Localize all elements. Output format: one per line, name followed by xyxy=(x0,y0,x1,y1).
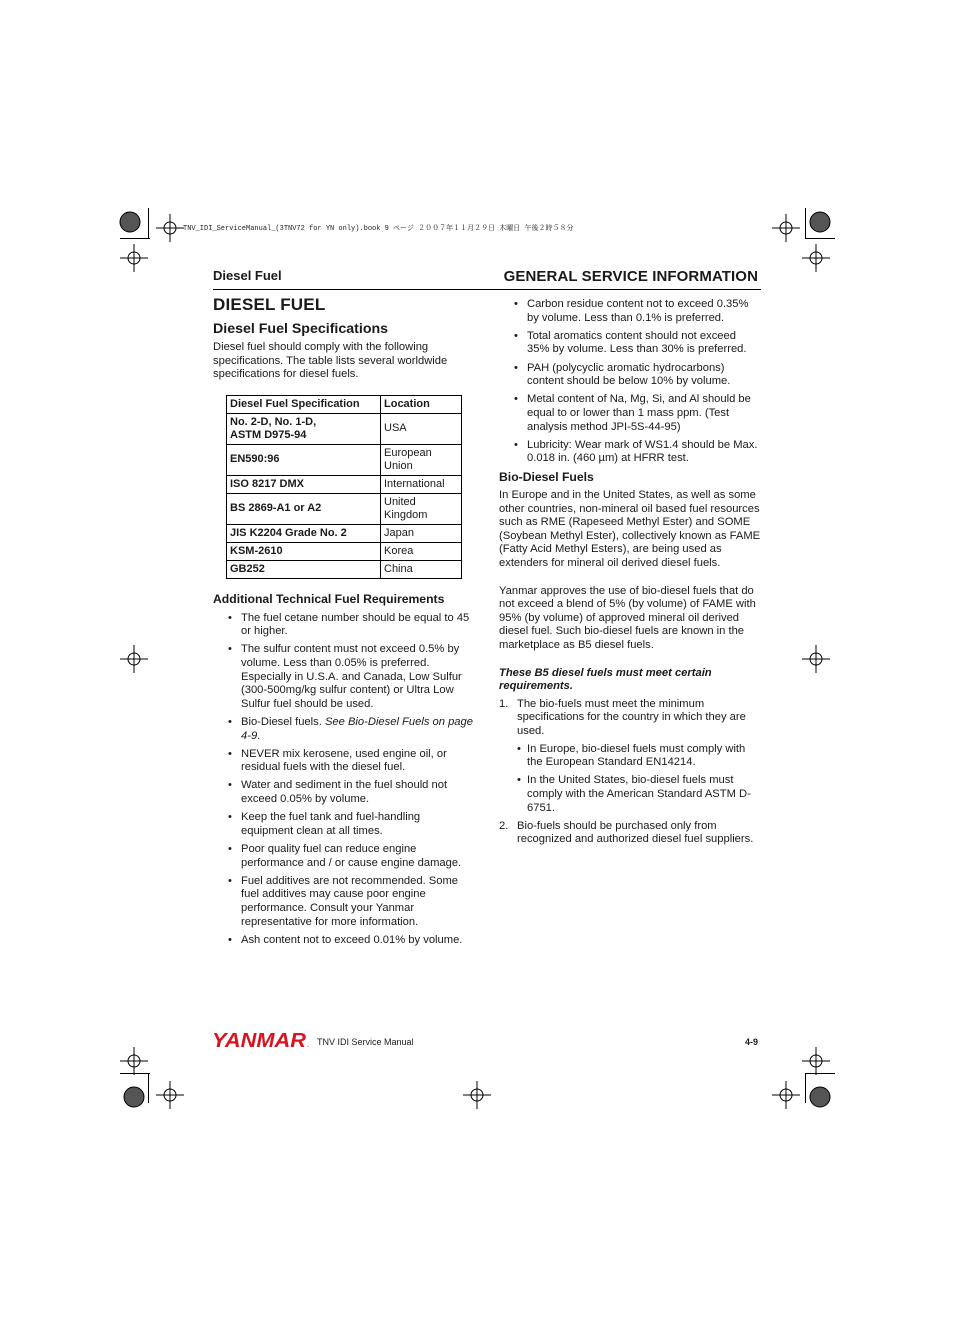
table-header-row xyxy=(227,395,462,413)
svg-text:.: . xyxy=(307,1040,310,1049)
crosshair-icon xyxy=(120,645,148,673)
registration-mark-icon xyxy=(122,1085,146,1109)
table-row xyxy=(227,413,462,444)
spec-cell: EN590:96 xyxy=(227,444,381,475)
list-item: 2. Bio-fuels should be purchased only from recognized and authorized diesel fuel suppliers. xyxy=(499,819,754,846)
intro-paragraph: Diesel fuel should comply with the following specifications. The table lists several worldwide specifications for diesel fuels. xyxy=(213,341,448,381)
file-info: TNV_IDI_ServiceManual_(3TNV72 for YN only).book 9 ページ ２００７年１１月２９日 木曜日 午後２時５８分 xyxy=(183,225,574,233)
list-item: • The sulfur content must not exceed 0.5% by volume. Less than 0.05% is preferred. Especially in U.S.A. and Canada, Low Sulfur (300-500mg/kg sulfur content) or Ultra Low Sulfur fuel should be used. xyxy=(228,643,475,711)
b5-note: These B5 diesel fuels must meet certain requirements. xyxy=(499,666,712,693)
list-item: • Poor quality fuel can reduce engine performance and / or cause engine damage. xyxy=(228,843,475,870)
list-item: • Water and sediment in the fuel should not exceed 0.05% by volume. xyxy=(228,779,475,806)
spec-heading: Diesel Fuel Specifications xyxy=(213,320,389,337)
spec-cell: KSM-2610 xyxy=(227,542,381,560)
chapter-header: GENERAL SERVICE INFORMATION xyxy=(503,268,758,285)
list-item: • Metal content of Na, Mg, Si, and Al should be equal to or lower than 1 mass ppm. (Test analysis method JPI-5S-44-95) xyxy=(514,393,761,434)
yanmar-logo-icon xyxy=(212,1029,312,1051)
crosshair-icon xyxy=(802,1047,830,1075)
registration-mark-icon xyxy=(118,210,142,234)
list-item: • Ash content not to exceed 0.01% by volume. xyxy=(228,934,475,948)
location-cell: United Kingdom xyxy=(381,493,462,524)
manual-title: TNV IDI Service Manual xyxy=(317,1037,414,1047)
table-row xyxy=(227,524,462,542)
location-cell: Japan xyxy=(381,524,462,542)
crosshair-icon xyxy=(772,214,800,242)
list-item: • PAH (polycyclic aromatic hydrocarbons) content should be below 10% by volume. xyxy=(514,362,761,389)
page-number: 4-9 xyxy=(744,1037,758,1047)
table-row xyxy=(227,560,462,578)
registration-mark-icon xyxy=(808,210,832,234)
left-column xyxy=(213,295,475,952)
list-item: • The fuel cetane number should be equal to 45 or higher. xyxy=(228,612,475,639)
b5-requirements-list xyxy=(499,698,761,847)
crosshair-icon xyxy=(802,244,830,272)
spec-cell: No. 2-D, No. 1-D, ASTM D975-94 xyxy=(227,413,381,444)
crosshair-icon xyxy=(463,1081,491,1109)
list-item: • NEVER mix kerosene, used engine oil, or residual fuels with the diesel fuel. xyxy=(228,748,475,775)
location-cell: China xyxy=(381,560,462,578)
bio-paragraph-1: In Europe and in the United States, as well as some other countries, non-mineral oil based fuel resources such as RME (Rapeseed Methyl Ester) and SOME (Soybean Methyl Ester), collectively known as FAME (Fatty Acid Methyl Esters), are being used as extenders for mineral oil derived diesel fuels. xyxy=(499,489,761,570)
list-item: • Total aromatics content should not exceed 35% by volume. Less than 30% is preferred. xyxy=(514,330,761,357)
location-cell: International xyxy=(381,475,462,493)
crosshair-icon xyxy=(120,244,148,272)
page-title: DIESEL FUEL xyxy=(213,295,326,314)
spec-cell: ISO 8217 DMX xyxy=(227,475,381,493)
list-item: • Lubricity: Wear mark of WS1.4 should be Max. 0.018 in. (460 µm) at HFRR test. xyxy=(514,439,761,466)
spec-table xyxy=(226,395,462,579)
spec-cell: JIS K2204 Grade No. 2 xyxy=(227,524,381,542)
list-item: • Bio-Diesel fuels. See Bio-Diesel Fuels on page 4-9. xyxy=(228,716,475,743)
additional-requirements-list xyxy=(213,612,475,948)
bio-paragraph-2: Yanmar approves the use of bio-diesel fuels that do not exceed a blend of 5% (by volume) of FAME with 95% (by volume) of approved mineral oil derived diesel fuel. Such bio-diesel fuels are known in the marketplace as B5 diesel fuels. xyxy=(499,584,756,652)
spec-cell: GB252 xyxy=(227,560,381,578)
yanmar-logo xyxy=(212,1029,312,1056)
list-item: • Fuel additives are not recommended. Some fuel additives may cause poor engine performance. Consult your Yanmar representative for more information. xyxy=(228,875,475,929)
right-column xyxy=(499,298,761,851)
table-header: Diesel Fuel Specification xyxy=(227,395,381,413)
crosshair-icon xyxy=(156,214,184,242)
section-header: Diesel Fuel xyxy=(213,268,282,283)
crosshair-icon xyxy=(802,645,830,673)
crosshair-icon xyxy=(156,1081,184,1109)
header-rule xyxy=(213,289,761,290)
table-row xyxy=(227,444,462,475)
crosshair-icon xyxy=(120,1047,148,1075)
location-cell: Korea xyxy=(381,542,462,560)
location-cell: European Union xyxy=(381,444,462,475)
list-item: • Carbon residue content not to exceed 0.35% by volume. Less than 0.1% is preferred. xyxy=(514,298,761,325)
svg-text:YANMAR: YANMAR xyxy=(212,1030,307,1051)
list-item: • Keep the fuel tank and fuel-handling equipment clean at all times. xyxy=(228,811,475,838)
list-item: • In Europe, bio-diesel fuels must comply with the European Standard EN14214. xyxy=(517,743,761,770)
fuel-requirements-continued-list xyxy=(499,298,761,466)
registration-mark-icon xyxy=(808,1085,832,1109)
table-row xyxy=(227,475,462,493)
table-row xyxy=(227,493,462,524)
biodiesel-cross-reference-link[interactable]: See Bio-Diesel Fuels on page 4-9 xyxy=(241,715,473,742)
list-item: 1. The bio-fuels must meet the minimum specifications for the country in which they are used. • In Europe, bio-diesel fuels must comply with the European Standard EN14214. • In the United States, bio-diesel fuels must comply with the American Standard ASTM D-6751. xyxy=(499,698,761,815)
table-header: Location xyxy=(381,395,462,413)
sub-list xyxy=(517,743,761,816)
spec-cell: BS 2869-A1 or A2 xyxy=(227,493,381,524)
location-cell: USA xyxy=(381,413,462,444)
list-item: • In the United States, bio-diesel fuels must comply with the American Standard ASTM D-6751. xyxy=(517,774,761,815)
crosshair-icon xyxy=(772,1081,800,1109)
bio-diesel-heading: Bio-Diesel Fuels xyxy=(499,469,594,484)
additional-heading: Additional Technical Fuel Requirements xyxy=(213,591,445,606)
table-row xyxy=(227,542,462,560)
